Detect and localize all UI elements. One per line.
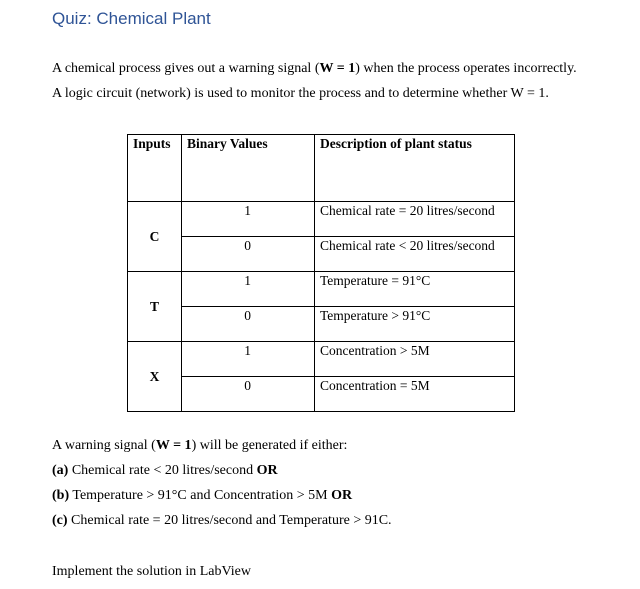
description-cell: Temperature = 91°C bbox=[315, 272, 515, 307]
description-cell: Chemical rate < 20 litres/second bbox=[315, 237, 515, 272]
condition-b bbox=[52, 488, 392, 513]
condition-a-or: OR bbox=[256, 463, 278, 478]
binary-value-cell: 0 bbox=[182, 237, 315, 272]
table-row bbox=[128, 237, 515, 272]
binary-value-cell: 1 bbox=[182, 272, 315, 307]
implementation-note: Implement the solution in LabView bbox=[52, 564, 252, 579]
header-description: Description of plant status bbox=[315, 135, 515, 202]
header-binary-values: Binary Values bbox=[182, 135, 315, 202]
conditions-intro bbox=[52, 438, 392, 463]
intro-line-1 bbox=[52, 61, 577, 77]
table-header-row bbox=[128, 135, 515, 202]
intro-line-1-pre: A chemical process gives out a warning signal ( bbox=[52, 61, 320, 76]
conditions-intro-post: ) will be generated if either: bbox=[191, 438, 348, 453]
condition-a-label: (a) bbox=[52, 463, 69, 478]
warning-conditions bbox=[52, 438, 392, 538]
binary-value-cell: 1 bbox=[182, 342, 315, 377]
plant-status-table bbox=[127, 134, 515, 412]
table-row bbox=[128, 307, 515, 342]
condition-b-label: (b) bbox=[52, 488, 70, 503]
page-title: Quiz: Chemical Plant bbox=[52, 9, 211, 28]
header-inputs: Inputs bbox=[128, 135, 182, 202]
condition-a bbox=[52, 463, 392, 488]
description-cell: Temperature > 91°C bbox=[315, 307, 515, 342]
intro-line-1-post: ) when the process operates incorrectly. bbox=[355, 61, 577, 76]
condition-b-or: OR bbox=[331, 488, 353, 503]
conditions-warning-signal: W = 1 bbox=[155, 438, 192, 453]
binary-value-cell: 1 bbox=[182, 202, 315, 237]
description-cell: Chemical rate = 20 litres/second bbox=[315, 202, 515, 237]
table-row bbox=[128, 202, 515, 237]
condition-c bbox=[52, 513, 392, 538]
intro-warning-signal: W = 1 bbox=[319, 61, 356, 76]
description-cell: Concentration > 5M bbox=[315, 342, 515, 377]
condition-a-text: Chemical rate < 20 litres/second bbox=[68, 463, 257, 478]
table-row bbox=[128, 342, 515, 377]
intro-line-2: A logic circuit (network) is used to monitor the process and to determine whether W = 1. bbox=[52, 86, 549, 101]
input-x: X bbox=[128, 342, 182, 412]
table-row bbox=[128, 377, 515, 412]
input-c: C bbox=[128, 202, 182, 272]
conditions-intro-pre: A warning signal ( bbox=[52, 438, 156, 453]
condition-c-text: Chemical rate = 20 litres/second and Temperature > 91C. bbox=[67, 513, 392, 528]
binary-value-cell: 0 bbox=[182, 307, 315, 342]
condition-b-text: Temperature > 91°C and Concentration > 5M bbox=[69, 488, 332, 503]
description-cell: Concentration = 5M bbox=[315, 377, 515, 412]
input-t: T bbox=[128, 272, 182, 342]
table-row bbox=[128, 272, 515, 307]
binary-value-cell: 0 bbox=[182, 377, 315, 412]
condition-c-label: (c) bbox=[52, 513, 68, 528]
